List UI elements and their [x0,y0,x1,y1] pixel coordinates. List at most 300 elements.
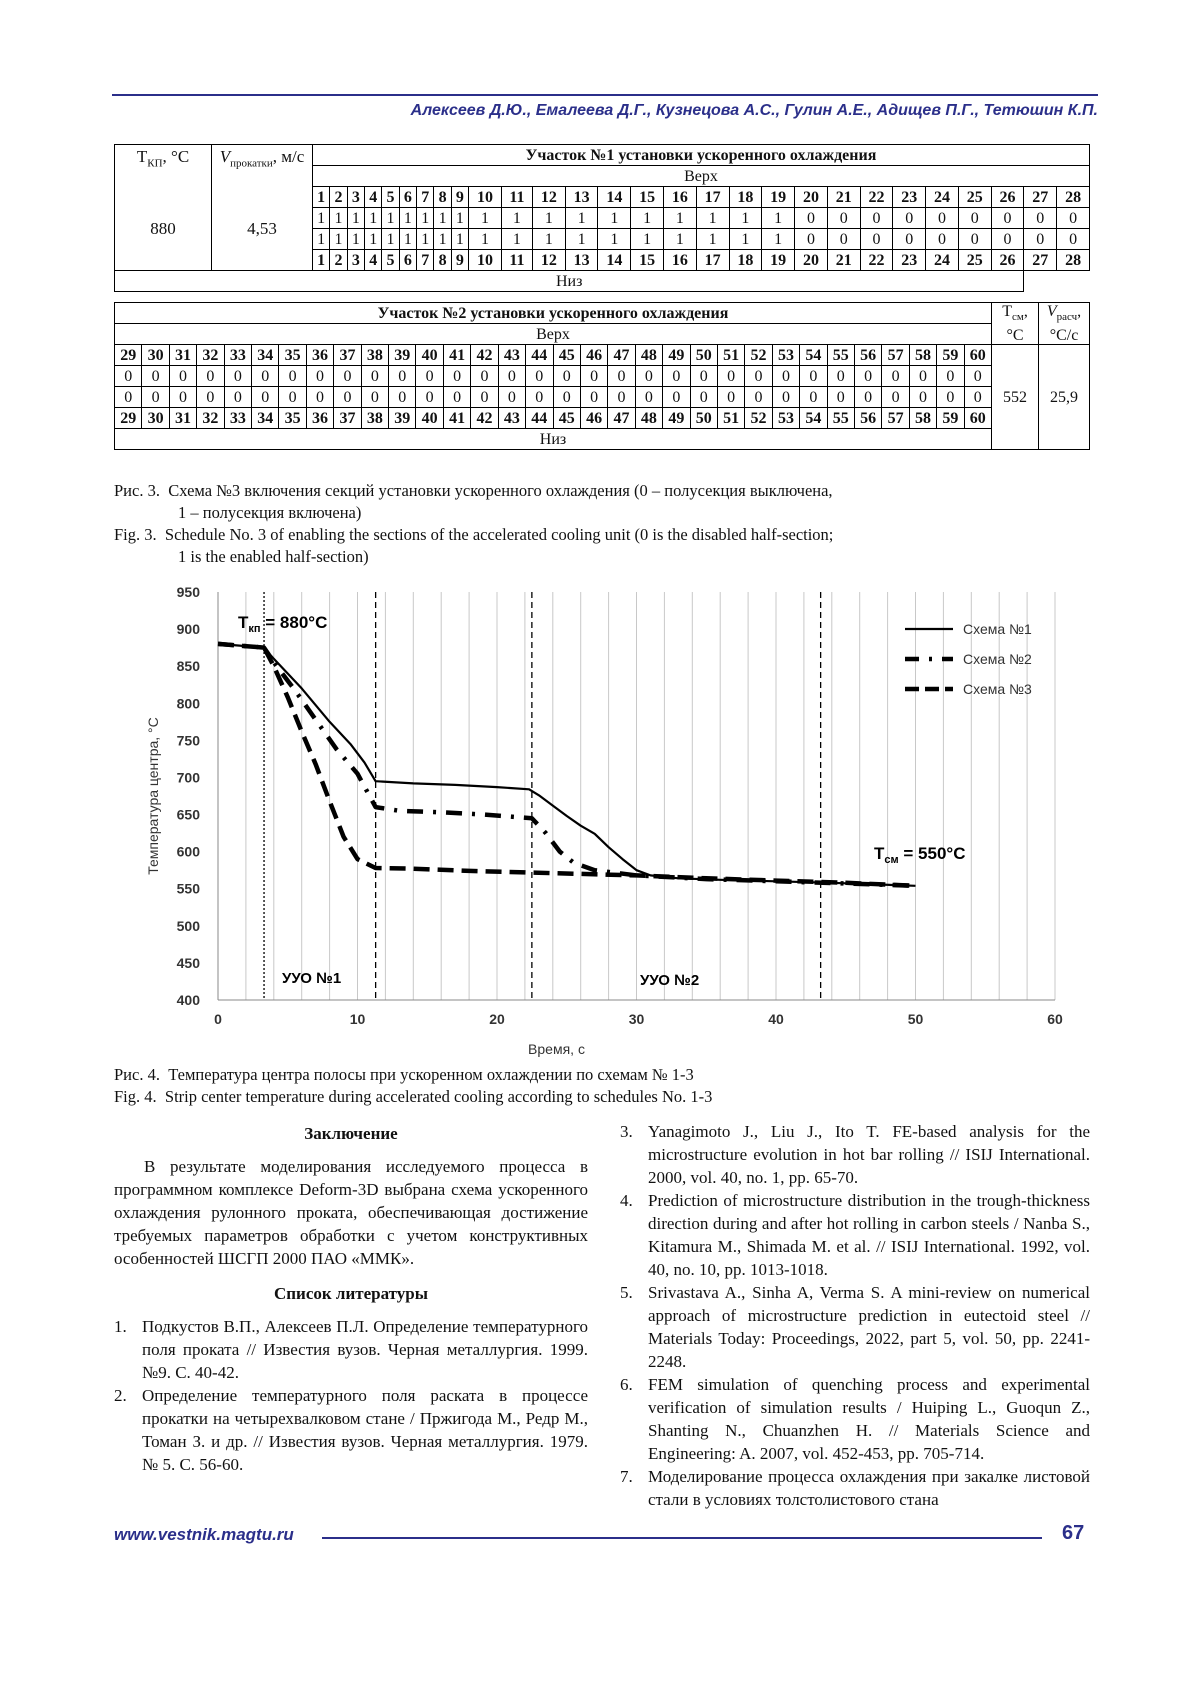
section-state: 0 [772,366,799,387]
legend-label: Схема №2 [963,651,1032,667]
section-number: 34 [252,408,279,429]
section-number: 2 [330,250,347,271]
legend-label: Схема №1 [963,621,1032,637]
section-state: 0 [389,366,416,387]
references-heading: Список литературы [273,1284,429,1303]
section-number: 1 [313,250,330,271]
section-number: 37 [334,408,361,429]
reference-item [114,1384,588,1476]
section-state: 0 [471,387,498,408]
section-state: 0 [690,387,717,408]
reference-number: 5. [620,1283,633,1302]
section-number: 43 [498,345,525,366]
section-number: 37 [334,345,361,366]
section-number: 59 [937,345,964,366]
tsm-comma: , [1023,303,1028,321]
tsm-value: 552 [992,345,1039,450]
section-number: 20 [795,187,828,208]
v-unit: , м/с [272,147,305,166]
section-state: 0 [443,366,470,387]
section-state: 1 [313,208,330,229]
section-state: 0 [498,387,525,408]
x-tick-label: 0 [214,1011,222,1027]
x-tick-label: 40 [768,1011,784,1027]
section-number: 20 [795,250,828,271]
section-state: 0 [893,229,926,250]
section-state: 0 [1024,208,1057,229]
section-state: 0 [800,366,827,387]
footer-url: www.vestnik.magtu.ru [114,1525,294,1544]
section-number: 16 [664,250,697,271]
section-number: 58 [909,408,936,429]
y-tick-label: 700 [176,769,200,786]
section-state: 0 [361,366,388,387]
fig3-en-line1: Schedule No. 3 of enabling the sections of the accelerated cooling unit (0 is the disabled half-section; [164,525,834,544]
section-number: 22 [860,187,893,208]
section-state: 0 [860,208,893,229]
section-number: 35 [279,345,306,366]
series-line-3 [218,644,916,886]
section-number: 16 [664,187,697,208]
section-number: 33 [224,345,251,366]
section-state: 0 [958,208,991,229]
reference-number: 1. [114,1317,127,1336]
section-state: 0 [580,387,607,408]
reference-item [620,1281,1090,1373]
section-number: 27 [1024,250,1057,271]
section-state: 1 [330,229,347,250]
section-state: 0 [142,387,169,408]
y-tick-label: 600 [176,843,200,860]
references-list-right [620,1120,1090,1511]
section-number: 9 [451,187,468,208]
section-state: 0 [635,387,662,408]
section-number: 49 [663,345,690,366]
figure4-caption [114,1064,1094,1108]
section-state: 0 [334,366,361,387]
section-number: 59 [937,408,964,429]
section-state: 0 [471,366,498,387]
section-number: 40 [416,408,443,429]
section-state: 1 [565,229,598,250]
y-tick-label: 400 [176,992,200,1008]
tsm-unit: °С [1006,326,1024,344]
tkp-annotation-symbol: Т [238,613,249,632]
section-state: 1 [451,229,468,250]
section-number: 32 [197,345,224,366]
table-row [115,387,1090,408]
section-number: 7 [417,250,434,271]
section-state: 1 [696,208,729,229]
conclusion-heading: Заключение [304,1124,398,1143]
x-tick-label: 20 [489,1011,505,1027]
section-number: 6 [399,250,416,271]
section-state: 0 [991,229,1024,250]
section-state: 1 [565,208,598,229]
section-number: 8 [434,250,451,271]
section-number: 36 [306,345,333,366]
section-state: 0 [306,366,333,387]
section-state: 0 [690,366,717,387]
section-state: 1 [399,229,416,250]
section-state: 0 [224,366,251,387]
section-number: 3 [347,250,364,271]
section2-top-label: Верх [115,324,992,345]
section-number: 31 [169,345,196,366]
section-state: 0 [937,387,964,408]
section-state: 0 [827,366,854,387]
section-number: 26 [991,187,1024,208]
table-row [115,345,1090,366]
vr-unit: °С/с [1049,326,1079,344]
footer-rule [322,1537,1042,1539]
table-row [115,303,1090,324]
section-number: 53 [772,345,799,366]
section-state: 1 [451,208,468,229]
section-number: 55 [827,345,854,366]
section-number: 17 [696,187,729,208]
v-symbol: V [219,147,231,166]
reference-text: Srivastava A., Sinha A, Verma S. A mini-review on numerical approach of microstructure prediction in eutectoid steel // Materials Today: Proceedings, 2022, part 5, vol. 50, pp. 2241-2248. [648,1283,1090,1371]
section-number: 51 [717,345,744,366]
section-state: 1 [434,229,451,250]
fig4-en-text: Strip center temperature during accelerated cooling according to schedules No. 1-3 [164,1087,713,1106]
series-line-1 [218,644,916,886]
fig3-ru-line2: 1 – полусекция включена) [178,503,362,522]
x-tick-label: 30 [628,1011,645,1027]
section-number: 15 [631,250,664,271]
y-tick-label: 850 [176,658,200,675]
table-row [115,271,1090,292]
fig4-ru-label: Рис. 4. [114,1065,160,1084]
section-number: 50 [690,408,717,429]
reference-text: Определение температурного поля раската в процессе прокатки на четырехвалковом стане / Пржигода М., Редр М., Томан З. и др. // Известия вузов. Черная металлургия. 1979. № 5. С. 56-60. [142,1386,588,1474]
section-number: 28 [1057,187,1090,208]
section-state: 1 [347,229,364,250]
v-header [212,145,313,271]
section-number: 57 [882,345,909,366]
tkp-annotation-subscript: кп [248,623,261,635]
section-state: 1 [532,229,565,250]
y-tick-label: 500 [176,917,200,934]
section-state: 0 [608,387,635,408]
conclusion-text: В результате моделирования исследуемого процесса в программном комплексе Deform-3D выбрана схема ускоренного охлаждения рулонного проката, обеспечивающая достижение требуемых параметров обработки с учетом конструктивных особенностей ШСГП 2000 ПАО «ММК». [114,1157,588,1268]
section-number: 23 [893,187,926,208]
tsm-header [992,303,1039,345]
section-number: 58 [909,345,936,366]
section2-title: Участок №2 установки ускоренного охлаждения [115,303,992,324]
y-tick-label: 650 [176,806,200,823]
section-state: 0 [854,366,881,387]
section-state: 1 [382,208,399,229]
table-row [115,366,1090,387]
section-state: 0 [827,208,860,229]
section-number: 60 [964,408,991,429]
section2-bottom-label: Низ [115,429,992,450]
section-state: 0 [1057,208,1090,229]
section-state: 0 [224,387,251,408]
section-number: 14 [598,250,631,271]
section-state: 1 [729,208,762,229]
section-state: 0 [279,387,306,408]
y-tick-label: 550 [176,880,200,897]
figure3-caption [114,480,1094,568]
tsm-annotation-symbol: Т [874,844,885,863]
section-number: 3 [347,187,364,208]
section-number: 41 [443,345,470,366]
section-number: 6 [399,187,416,208]
section-number: 1 [313,187,330,208]
section-number: 5 [382,250,399,271]
section-number: 24 [926,187,959,208]
reference-text: FEM simulation of quenching process and experimental verification of simulation results / Huiping L., Guoqun Z., Shanting N., Chuanzhen H. // Materials Science and Engineering: A. 2007, vol. 452-453, pp. 705-714. [648,1375,1090,1463]
section-number: 4 [365,187,382,208]
section-number: 29 [115,408,142,429]
tsm-annotation-value: = 550°С [898,844,966,863]
section-number: 5 [382,187,399,208]
section-state: 0 [526,366,553,387]
table-row [115,429,1090,450]
vr-header [1039,303,1090,345]
section-state: 0 [717,366,744,387]
header-rule [112,94,1098,96]
section-state: 0 [252,387,279,408]
section-number: 55 [827,408,854,429]
tkp-unit: , °С [162,147,190,166]
section-number: 46 [580,345,607,366]
section-number: 35 [279,408,306,429]
section-state: 1 [631,229,664,250]
section-number: 39 [389,345,416,366]
section-state: 0 [608,366,635,387]
tkp-header [115,145,212,271]
section-state: 1 [434,208,451,229]
section-state: 0 [169,387,196,408]
section-state: 0 [553,366,580,387]
section-state: 1 [313,229,330,250]
section-number: 44 [526,345,553,366]
y-tick-label: 950 [176,584,200,600]
section-number: 42 [471,345,498,366]
section-state: 0 [498,366,525,387]
section-number: 47 [608,345,635,366]
section-number: 19 [762,187,795,208]
section-number: 10 [469,187,502,208]
section-state: 0 [909,366,936,387]
tsm-annotation-subscript: см [884,854,899,866]
section-state: 0 [663,366,690,387]
page-number: 67 [1062,1522,1085,1544]
reference-item [620,1120,1090,1189]
section-state: 0 [334,387,361,408]
tkp-annotation [238,613,327,635]
section-number: 18 [729,250,762,271]
y-tick-label: 800 [176,695,200,712]
legend-label: Схема №3 [963,681,1032,697]
section-state: 0 [964,366,991,387]
section-state: 0 [663,387,690,408]
table-row [115,145,1090,166]
section1-title: Участок №1 установки ускоренного охлаждения [313,145,1090,166]
tsm-annotation [874,844,965,866]
v-subscript: прокатки [230,157,273,170]
section-state: 0 [169,366,196,387]
section-state: 0 [964,387,991,408]
section-number: 51 [717,408,744,429]
section-number: 7 [417,187,434,208]
section-state: 1 [382,229,399,250]
reference-text: Prediction of microstructure distribution in the trough-thickness direction during and after hot rolling in carbon steels / Nanba S., Kitamura M., Shimada M. et al. // ISIJ International. 1992, vol. 40, no. 10, pp. 1013-1018. [648,1191,1090,1279]
section-number: 48 [635,345,662,366]
section-number: 32 [197,408,224,429]
section-state: 0 [115,366,142,387]
fig4-ru-text: Температура центра полосы при ускоренном охлаждении по схемам № 1-3 [168,1065,694,1084]
section-state: 1 [417,208,434,229]
reference-item [114,1315,588,1384]
section-number: 30 [142,345,169,366]
fig3-ru-label: Рис. 3. [114,481,160,500]
section-number: 53 [772,408,799,429]
section-state: 1 [501,229,532,250]
section-number: 39 [389,408,416,429]
section-state: 0 [909,387,936,408]
section-state: 0 [937,366,964,387]
section-state: 1 [365,208,382,229]
section-state: 1 [762,229,795,250]
section-state: 0 [252,366,279,387]
section-state: 0 [745,366,772,387]
section-number: 54 [800,345,827,366]
section-number: 26 [991,250,1024,271]
section-number: 13 [565,187,598,208]
section-number: 45 [553,345,580,366]
tkp-symbol: T [136,147,148,166]
section-state: 1 [664,208,697,229]
section-number: 8 [434,187,451,208]
section-number: 21 [827,250,860,271]
section-number: 27 [1024,187,1057,208]
vr-subscript: расч [1056,311,1078,324]
section-number: 11 [501,250,532,271]
section-state: 0 [526,387,553,408]
section-number: 40 [416,345,443,366]
tkp-subscript: КП [147,157,163,170]
zone2-label: УУО №2 [640,972,700,989]
section-state: 1 [469,229,502,250]
fig3-ru-line1: Схема №3 включения секций установки ускоренного охлаждения (0 – полусекция выключена, [168,481,833,500]
section-number: 22 [860,250,893,271]
section-state: 1 [631,208,664,229]
section-state: 1 [417,229,434,250]
section-number: 4 [365,250,382,271]
section-state: 1 [330,208,347,229]
section-state: 0 [717,387,744,408]
section-number: 57 [882,408,909,429]
section-number: 36 [306,408,333,429]
section-number: 31 [169,408,196,429]
reference-number: 2. [114,1386,127,1405]
section-number: 25 [958,250,991,271]
x-tick-label: 60 [1047,1011,1063,1027]
reference-number: 7. [620,1467,633,1486]
fig4-en-label: Fig. 4. [114,1087,157,1106]
section-state: 0 [389,387,416,408]
section-number: 56 [854,408,881,429]
section-state: 0 [800,387,827,408]
section-state: 1 [598,229,631,250]
section-state: 0 [745,387,772,408]
section-number: 18 [729,187,762,208]
section-number: 17 [696,250,729,271]
section-number: 21 [827,187,860,208]
section-state: 1 [469,208,502,229]
section-state: 0 [795,229,828,250]
section-number: 2 [330,187,347,208]
reference-number: 3. [620,1122,633,1141]
vr-value: 25,9 [1039,345,1090,450]
vr-symbol: V [1046,303,1057,321]
section1-table [114,144,1090,292]
vr-comma: , [1077,303,1082,321]
section-state: 1 [696,229,729,250]
section-number: 38 [361,345,388,366]
section-number: 38 [361,408,388,429]
section-number: 11 [501,187,532,208]
section-number: 34 [252,345,279,366]
section-state: 0 [1024,229,1057,250]
section-state: 1 [598,208,631,229]
zone1-label: УУО №1 [282,970,342,987]
section-number: 52 [745,345,772,366]
v-value: 4,53 [247,219,277,239]
reference-item [620,1465,1090,1511]
running-header-authors: Алексеев Д.Ю., Емалеева Д.Г., Кузнецова А.С., Гулин А.Е., Адищев П.Г., Тетюшин К.П. [410,102,1098,119]
section-state: 0 [306,387,333,408]
x-tick-label: 10 [349,1011,366,1027]
fig3-en-label: Fig. 3. [114,525,157,544]
reference-text: Yanagimoto J., Liu J., Ito T. FE-based analysis for the microstructure evolution in hot bar rolling // ISIJ International. 2000, vol. 40, no. 1, pp. 65-70. [648,1122,1090,1187]
tkp-value: 880 [150,219,176,239]
reference-text: Моделирование процесса охлаждения при закалке листовой стали в условиях толстолистового стана [648,1467,1090,1509]
section-state: 1 [399,208,416,229]
section-number: 28 [1057,250,1090,271]
section-number: 47 [608,408,635,429]
section-state: 1 [365,229,382,250]
section-state: 0 [635,366,662,387]
section-state: 0 [1057,229,1090,250]
tsm-symbol: T [1002,303,1012,321]
section-state: 0 [197,387,224,408]
section-state: 0 [827,387,854,408]
section-state: 0 [142,366,169,387]
section-state: 0 [795,208,828,229]
section-state: 0 [361,387,388,408]
section-number: 25 [958,187,991,208]
section2-table [114,302,1090,450]
table-row [115,324,1090,345]
section-number: 56 [854,345,881,366]
section-state: 0 [115,387,142,408]
section-number: 50 [690,345,717,366]
section-number: 9 [451,250,468,271]
section-state: 0 [882,387,909,408]
reference-number: 4. [620,1191,633,1210]
section-number: 14 [598,187,631,208]
reference-number: 6. [620,1375,633,1394]
section-state: 0 [926,229,959,250]
left-column [114,1122,588,1476]
section-state: 1 [347,208,364,229]
